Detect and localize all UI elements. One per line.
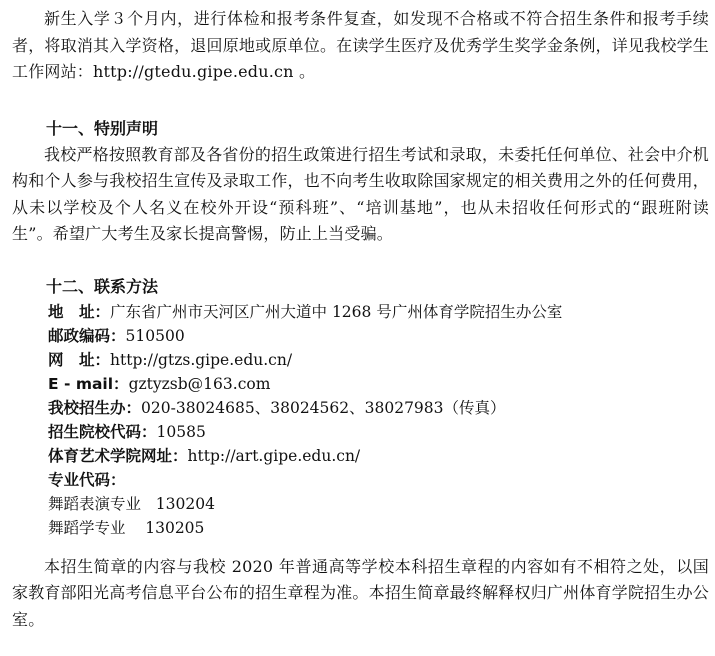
contact-list	[12, 300, 709, 540]
contact-postcode	[12, 324, 709, 348]
spacer	[12, 248, 709, 274]
contact-address	[12, 300, 709, 324]
closing-paragraph: 本招生简章的内容与我校 2020 年普通高等学校本科招生章程的内容如有不相符之处，以国家教育部阳光高考信息平台公布的招生章程为准。本招生简章最终解释权归广州体育学院招生办公室。	[12, 556, 709, 629]
major-code-label: 专业代码：	[48, 470, 126, 489]
major-name: 舞蹈学专业	[48, 518, 126, 537]
section-11-heading: 十一、特别声明	[46, 118, 159, 138]
contact-major-code	[12, 468, 709, 492]
contact-art-site	[12, 444, 709, 468]
contact-phone	[12, 396, 709, 420]
address-value: 广东省广州市天河区广州大道中 1268 号广州体育学院招生办公室	[110, 302, 563, 321]
contact-email	[12, 372, 709, 396]
art-site-link[interactable]: http://art.gipe.edu.cn/	[187, 446, 361, 465]
spacer	[12, 540, 709, 554]
section-12-heading: 十二、联系方法	[46, 276, 159, 296]
art-site-label: 体育艺术学院网址：	[48, 446, 188, 465]
section-11-paragraph: 我校严格按照教育部及各省份的招生政策进行招生考试和录取，未委托任何单位、社会中介机构和个人参与我校招生宣传及录取工作，也不向考生收取除国家规定的相关费用之外的任何费用，从未以学校及个人名义在校外开设“预科班”、“培训基地”，也从未招收任何形式的“跟班附读生”。希望广大考生及家长提高警惕，防止上当受骗。	[12, 144, 709, 243]
website-label: 网 址：	[48, 350, 111, 369]
email-label: E - mail：	[48, 374, 129, 393]
postcode-label: 邮政编码：	[48, 326, 126, 345]
school-code-value: 10585	[156, 422, 206, 441]
major-code: 130205	[145, 518, 205, 537]
contact-school-code	[12, 420, 709, 444]
email-link[interactable]: gztyzsb@163.com	[128, 374, 271, 393]
address-label: 地 址：	[48, 302, 111, 321]
major-item	[12, 492, 709, 516]
phone-value: 020-38024685、38024562、38027983（传真）	[141, 398, 506, 417]
intro-paragraph: 新生入学３个月内，进行体检和报考条件复查，如发现不合格或不符合招生条件和报考手续者，将取消其入学资格，退回原地或原单位。在读学生医疗及优秀学生奖学金条例，详见我校学生工作网站：http://gtedu.gipe.edu.cn 。	[12, 9, 709, 81]
website-link[interactable]: http://gtzs.gipe.edu.cn/	[110, 350, 293, 369]
major-name: 舞蹈表演专业	[48, 494, 142, 513]
spacer	[12, 86, 709, 116]
school-code-label: 招生院校代码：	[48, 422, 157, 441]
contact-website	[12, 348, 709, 372]
postcode-value: 510500	[125, 326, 185, 345]
major-item	[12, 516, 709, 540]
phone-label: 我校招生办：	[48, 398, 142, 417]
major-code: 130204	[155, 494, 215, 513]
